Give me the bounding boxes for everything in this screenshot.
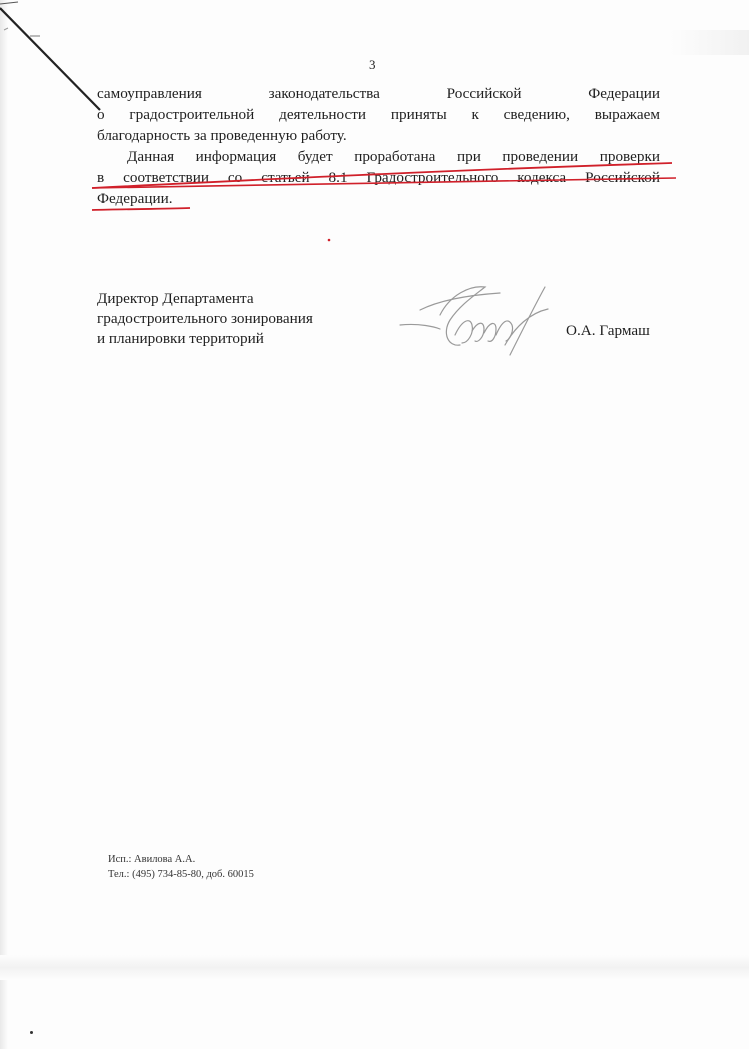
red-dot [328,239,331,242]
scan-edge-shadow [0,0,8,1049]
body-text [97,83,660,209]
underlined-line: Федерации. [97,190,173,207]
underlined-line: в соответствии со статьей 8.1 Градостроительного кодекса Российской [97,169,660,186]
phone-line: Тел.: (495) 734-85-80, доб. 60015 [108,869,254,880]
signer-title-line: градостроительного зонирования [97,310,313,327]
underlined-line: Данная информация будет проработана при проведении проверки [127,148,660,165]
body-word: Российской [446,85,522,102]
scan-speck [30,1031,33,1034]
page-number: 3 [369,57,376,72]
signer-name: О.А. Гармаш [566,322,650,339]
contact-info [108,852,254,882]
body-line [97,83,660,104]
scan-band [0,955,749,980]
body-line: благодарность за проведенную работу. [97,127,347,144]
body-word: Федерации [588,85,660,102]
body-word: самоуправления [97,85,202,102]
body-word: законодательства [268,85,380,102]
body-line: о градостроительной деятельности приняты к сведению, выражаем [97,106,660,123]
handwritten-signature [380,265,560,375]
executor-line: Исп.: Авилова А.А. [108,854,196,865]
signer-title-line: и планировки территорий [97,330,264,347]
signature-title-block [97,289,313,349]
scan-smudge [670,30,749,55]
signer-title-line: Директор Департамента [97,290,254,307]
